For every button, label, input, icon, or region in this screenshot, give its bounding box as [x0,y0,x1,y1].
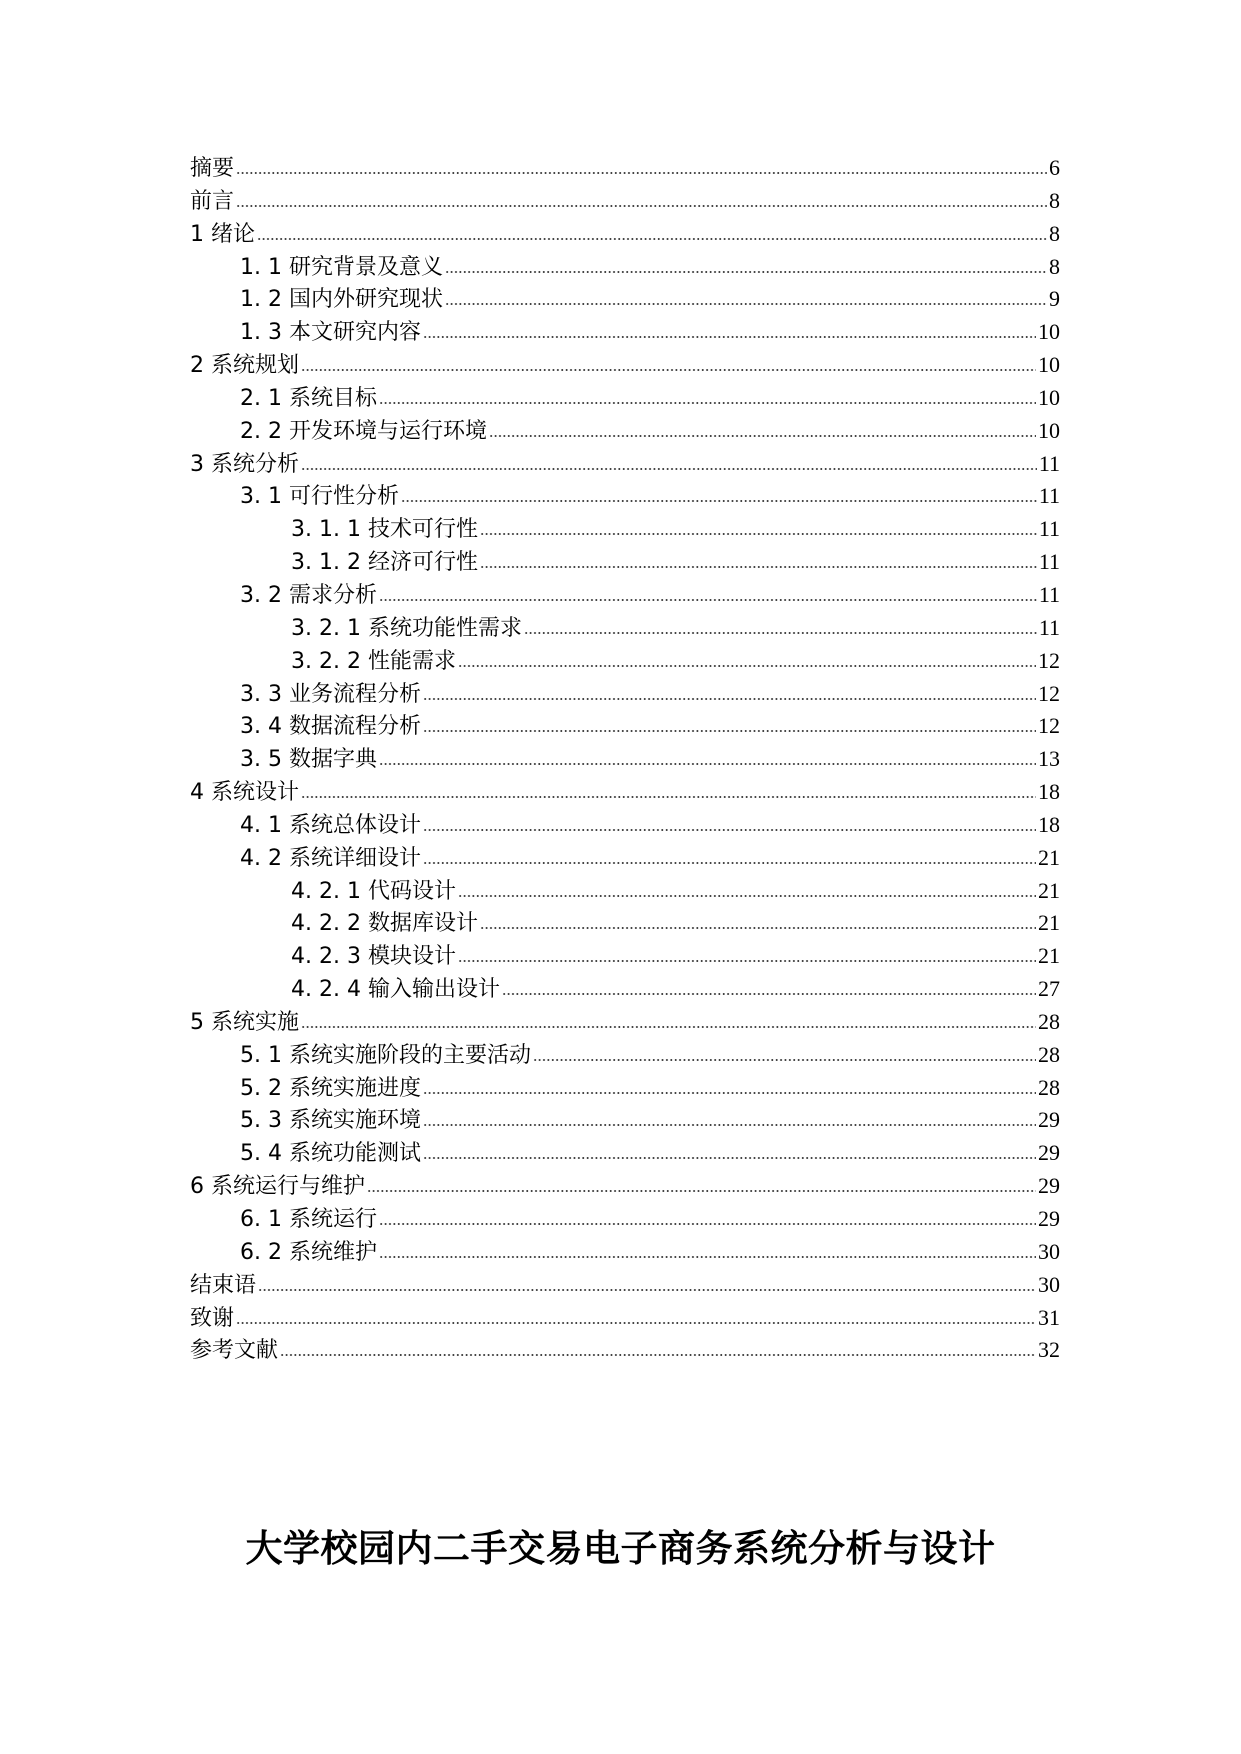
dot-leader [301,1026,1036,1028]
toc-entry-title: 5 系统实施 [190,1009,299,1035]
toc-entry-page-number: 10 [1038,384,1060,410]
toc-entry-page-number: 8 [1049,253,1060,279]
dot-leader [480,533,1037,535]
toc-entry-page-number: 8 [1049,220,1060,246]
dot-leader [301,468,1037,470]
document-title: 大学校园内二手交易电子商务系统分析与设计 [245,1527,996,1570]
toc-entry-title: 4. 2. 3 模块设计 [291,944,456,970]
toc-entry-title: 3. 3 业务流程分析 [240,681,421,707]
dot-leader [423,862,1036,864]
toc-entry[interactable] [190,875,1060,908]
toc-entry[interactable] [190,283,1060,316]
dot-leader [401,500,1037,502]
toc-entry-title: 4. 2. 2 数据库设计 [291,911,478,937]
dot-leader [445,271,1047,273]
toc-entry-page-number: 12 [1038,647,1060,673]
toc-entry-title: 结束语 [190,1272,257,1298]
toc-entry-title: 4. 2. 1 代码设计 [291,878,456,904]
dot-leader [533,1059,1036,1061]
toc-entry[interactable] [190,710,1060,743]
dot-leader [423,1157,1036,1159]
toc-entry-title: 1. 3 本文研究内容 [240,320,421,346]
toc-entry-page-number: 28 [1038,1041,1060,1067]
dot-leader [258,1289,1036,1291]
dot-leader [301,796,1036,798]
toc-entry-page-number: 21 [1038,910,1060,936]
toc-entry-title: 2 系统规划 [190,353,299,379]
toc-entry-title: 5. 3 系统实施环境 [240,1108,421,1134]
toc-entry-page-number: 29 [1038,1140,1060,1166]
toc-entry-title: 3. 5 数据字典 [240,747,377,773]
toc-entry[interactable] [190,251,1060,284]
toc-entry-title: 3. 4 数据流程分析 [240,714,421,740]
toc-entry-title: 前言 [190,188,235,214]
toc-entry-title: 3. 1. 1 技术可行性 [291,517,478,543]
toc-entry-title: 6 系统运行与维护 [190,1174,365,1200]
toc-entry-page-number: 9 [1049,286,1060,312]
toc-entry[interactable] [190,415,1060,448]
toc-entry-page-number: 11 [1038,516,1060,542]
toc-entry-page-number: 29 [1038,1173,1060,1199]
toc-entry-title: 3. 2. 1 系统功能性需求 [291,615,522,641]
toc-entry-title: 6. 1 系统运行 [240,1207,377,1232]
toc-entry-page-number: 10 [1038,417,1060,443]
toc-entry-title: 1. 2 国内外研究现状 [240,287,443,313]
toc-entry-page-number: 29 [1038,1206,1060,1231]
table-of-contents [190,152,1060,1367]
dot-leader [458,895,1036,897]
dot-leader [367,1190,1036,1192]
toc-entry-title: 1. 1 研究背景及意义 [240,254,443,280]
dot-leader [489,435,1036,437]
toc-entry[interactable] [190,1334,1060,1367]
toc-entry-page-number: 11 [1038,450,1060,476]
toc-entry-page-number: 28 [1038,1074,1060,1100]
toc-entry-title: 3. 2. 2 性能需求 [291,648,456,674]
toc-entry-page-number: 27 [1038,976,1060,1002]
toc-entry-page-number: 21 [1038,844,1060,870]
toc-entry[interactable] [190,513,1060,546]
dot-leader [423,1092,1036,1094]
toc-entry-title: 1 绪论 [190,221,255,247]
dot-leader [423,829,1036,831]
toc-entry[interactable] [190,1104,1060,1137]
dot-leader [524,632,1037,634]
toc-entry[interactable] [190,448,1060,481]
dot-leader [236,205,1047,207]
dot-leader [379,599,1037,601]
toc-entry-title: 5. 1 系统实施阶段的主要活动 [240,1042,531,1068]
dot-leader [379,763,1036,765]
dot-leader [236,1322,1036,1324]
toc-entry[interactable] [190,1302,1060,1335]
toc-entry[interactable] [190,809,1060,842]
toc-entry-title: 4. 2 系统详细设计 [240,845,421,871]
dot-leader [280,1354,1036,1356]
toc-entry-title: 4. 2. 4 输入输出设计 [291,977,500,1003]
toc-entry[interactable] [190,1072,1060,1105]
toc-entry-title: 致谢 [190,1305,235,1331]
toc-entry-title: 4. 1 系统总体设计 [240,812,421,838]
toc-entry-page-number: 11 [1038,614,1060,640]
toc-entry-title: 2. 1 系统目标 [240,385,377,411]
dot-leader [458,665,1036,667]
toc-entry[interactable] [190,940,1060,973]
dot-leader [379,402,1036,404]
dot-leader [423,336,1036,338]
toc-entry-page-number: 18 [1038,811,1060,837]
toc-entry-title: 4 系统设计 [190,780,299,806]
toc-entry-title: 3. 2 需求分析 [240,582,377,608]
toc-entry[interactable] [190,678,1060,711]
toc-entry[interactable] [190,1137,1060,1170]
toc-entry[interactable] [190,907,1060,940]
toc-entry-page-number: 30 [1038,1238,1060,1264]
toc-entry[interactable] [190,152,1060,185]
toc-entry[interactable] [190,1039,1060,1072]
toc-entry-page-number: 6 [1049,155,1060,180]
dot-leader [423,1124,1036,1126]
toc-entry-title: 6. 2 系统维护 [240,1239,377,1265]
toc-entry-page-number: 28 [1038,1008,1060,1034]
toc-entry[interactable] [190,1203,1060,1236]
toc-entry-title: 3. 1 可行性分析 [240,484,399,510]
toc-entry-title: 2. 2 开发环境与运行环境 [240,418,487,444]
toc-entry[interactable] [190,349,1060,382]
dot-leader [423,730,1036,732]
toc-entry-page-number: 12 [1038,680,1060,706]
toc-entry-page-number: 10 [1038,352,1060,378]
toc-entry[interactable] [190,743,1060,776]
toc-entry[interactable] [190,382,1060,415]
dot-leader [502,993,1036,995]
dot-leader [445,303,1047,305]
dot-leader [379,1223,1036,1225]
dot-leader [301,369,1036,371]
toc-entry-page-number: 8 [1049,187,1060,213]
toc-entry[interactable] [190,776,1060,809]
toc-entry-page-number: 29 [1038,1107,1060,1133]
toc-entry-page-number: 13 [1038,746,1060,772]
toc-entry-title: 5. 2 系统实施进度 [240,1075,421,1101]
toc-entry-title: 摘要 [190,156,235,181]
dot-leader [257,238,1047,240]
toc-entry-title: 5. 4 系统功能测试 [240,1141,421,1167]
toc-entry[interactable] [190,973,1060,1006]
dot-leader [379,1256,1036,1258]
toc-entry[interactable] [190,1236,1060,1269]
toc-entry-page-number: 10 [1038,319,1060,345]
toc-entry[interactable] [190,218,1060,251]
toc-entry-title: 3 系统分析 [190,451,299,477]
toc-entry[interactable] [190,480,1060,513]
toc-entry[interactable] [190,316,1060,349]
toc-entry-page-number: 21 [1038,943,1060,969]
toc-entry-page-number: 11 [1038,483,1060,509]
toc-entry[interactable] [190,1269,1060,1302]
toc-entry[interactable] [190,645,1060,678]
toc-entry-page-number: 21 [1038,877,1060,903]
toc-entry-page-number: 31 [1038,1304,1060,1330]
toc-entry-title: 3. 1. 2 经济可行性 [291,550,478,576]
toc-entry-page-number: 32 [1038,1337,1060,1363]
toc-entry-title: 参考文献 [190,1338,279,1364]
dot-leader [480,927,1036,929]
dot-leader [480,566,1037,568]
toc-entry[interactable] [190,185,1060,218]
toc-entry[interactable] [190,546,1060,579]
toc-entry-page-number: 18 [1038,779,1060,805]
toc-entry-page-number: 30 [1038,1271,1060,1297]
toc-entry[interactable] [190,612,1060,645]
toc-entry-page-number: 11 [1038,581,1060,607]
toc-entry[interactable] [190,842,1060,875]
toc-entry-page-number: 12 [1038,713,1060,739]
dot-leader [236,172,1047,174]
toc-entry[interactable] [190,1170,1060,1203]
toc-entry[interactable] [190,579,1060,612]
dot-leader [423,698,1036,700]
toc-entry[interactable] [190,1006,1060,1039]
dot-leader [458,960,1036,962]
toc-entry-page-number: 11 [1038,549,1060,575]
